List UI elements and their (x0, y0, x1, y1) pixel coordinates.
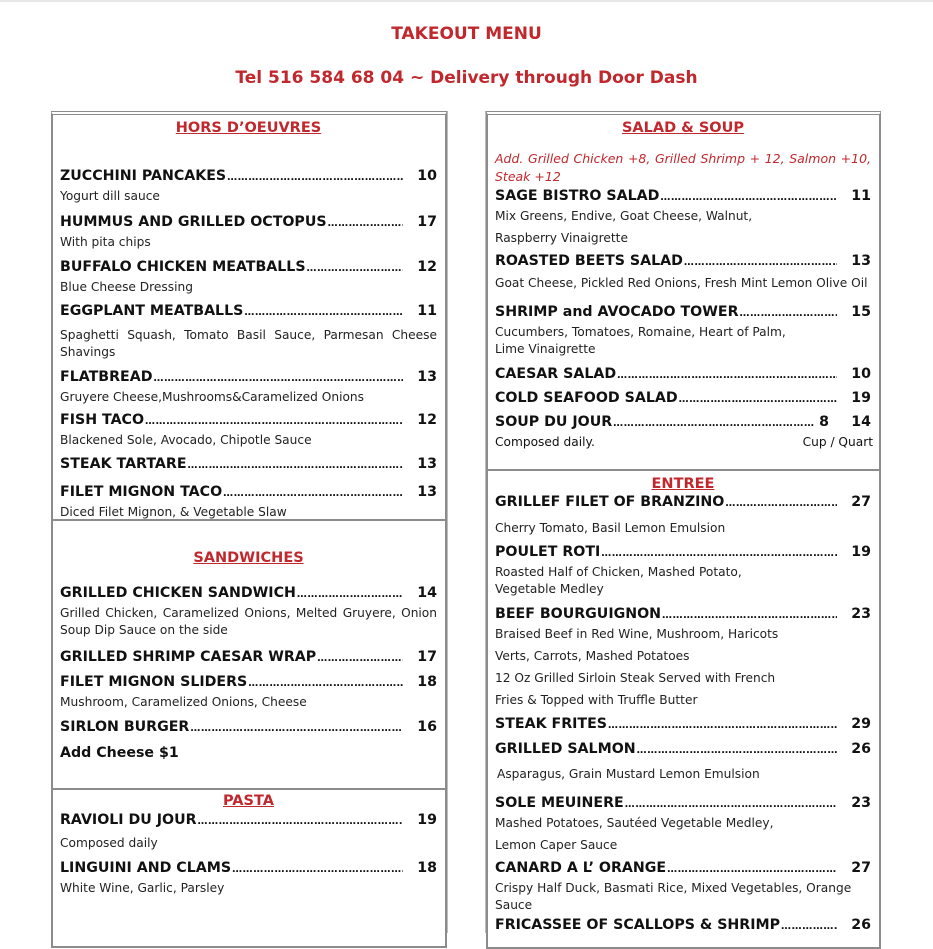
item-price: 27 (851, 860, 871, 876)
item-desc: Mix Greens, Endive, Goat Cheese, Walnut, (495, 209, 753, 223)
menu-item (60, 647, 437, 669)
cup-quart-label: Cup / Quart (802, 435, 873, 449)
item-desc: Composed daily (60, 836, 158, 850)
item-name: BUFFALO CHICKEN MEATBALLS (60, 259, 306, 275)
menu-item (60, 301, 437, 361)
item-name: GRILLED SHRIMP CAESAR WRAP (60, 649, 317, 665)
item-name: EGGPLANT MEATBALLS (60, 303, 244, 319)
section-title-salad: SALAD & SOUP (621, 120, 745, 136)
item-desc: Blackened Sole, Avocado, Chipotle Sauce (60, 433, 312, 447)
menu-item (495, 364, 871, 386)
item-desc: White Wine, Garlic, Parsley (60, 881, 225, 895)
menu-item (495, 186, 871, 247)
menu-item (495, 858, 871, 914)
hors-doeuvres-section (51, 111, 447, 521)
item-name: FLATBREAD (60, 369, 153, 385)
item-price: 14 (417, 585, 437, 601)
item-price: 29 (851, 716, 871, 732)
quart-price: 14 (851, 414, 871, 430)
menu-item (495, 915, 871, 937)
item-price: 13 (851, 253, 871, 269)
item-name: STEAK FRITES (495, 716, 607, 732)
item-price: 16 (417, 719, 437, 735)
menu-item (495, 793, 871, 854)
item-price: 13 (417, 484, 437, 500)
item-price: 12 (417, 259, 437, 275)
item-desc: Cherry Tomato, Basil Lemon Emulsion (495, 521, 726, 535)
page-top-rule (0, 0, 933, 2)
item-name: FRICASSEE OF SCALLOPS & SHRIMP (495, 917, 781, 933)
add-cheese-note: Add Cheese $1 (60, 745, 179, 761)
item-name: GRILLED CHICKEN SANDWICH (60, 585, 296, 601)
item-price: 12 (417, 412, 437, 428)
item-price: 15 (851, 304, 871, 320)
menu-item (495, 388, 871, 410)
menu-item (495, 542, 871, 598)
item-price: 19 (851, 390, 871, 406)
item-desc: Verts, Carrots, Mashed Potatoes (495, 649, 690, 663)
item-desc: Crispy Half Duck, Basmati Rice, Mixed Vegetables, Orange Sauce (495, 881, 852, 912)
item-name: GRILLED SALMON (495, 741, 636, 757)
item-price: 26 (851, 741, 871, 757)
item-price: 10 (851, 366, 871, 382)
menu-item (60, 410, 437, 449)
salad-soup-section (486, 111, 881, 471)
menu-item (495, 604, 871, 665)
item-price: 17 (417, 649, 437, 665)
menu-item (60, 810, 437, 852)
item-desc: Composed daily. (495, 435, 595, 449)
item-price: 26 (851, 917, 871, 933)
item-name: ROASTED BEETS SALAD (495, 253, 683, 269)
menu-item (60, 583, 437, 639)
item-price: 11 (417, 303, 437, 319)
menu-item (60, 454, 437, 476)
item-price: 18 (417, 860, 437, 876)
item-desc: Raspberry Vinaigrette (495, 231, 628, 245)
item-name: CAESAR SALAD (495, 366, 617, 382)
item-desc: Yogurt dill sauce (60, 189, 160, 203)
item-desc: Lemon Caper Sauce (495, 838, 618, 852)
item-name: GRILLEF FILET OF BRANZINO (495, 494, 725, 510)
menu-item (60, 212, 437, 251)
item-price: 19 (417, 812, 437, 828)
menu-item (60, 717, 437, 739)
addon-note: Add. Grilled Chicken +8, Grilled Shrimp + 12, Salmon +10, Steak +12 (495, 151, 871, 184)
item-name: LINGUINI AND CLAMS (60, 860, 232, 876)
item-desc: Roasted Half of Chicken, Mashed Potato, Vegetable Medley (495, 565, 742, 596)
item-name: CANARD A L’ ORANGE (495, 860, 667, 876)
item-desc: Diced Filet Mignon, & Vegetable Slaw (60, 505, 287, 519)
menu-item (495, 251, 871, 292)
section-title-hors: HORS D’OEUVRES (175, 120, 322, 136)
menu-item (60, 672, 437, 711)
item-name: POULET ROTI (495, 544, 601, 560)
item-name: RAVIOLI DU JOUR (60, 812, 197, 828)
item-price: 23 (851, 795, 871, 811)
item-desc: Gruyere Cheese,Mushrooms&Caramelized Onions (60, 390, 364, 404)
menu-item (495, 492, 871, 537)
menu-item (60, 257, 437, 296)
section-title-sandwiches: SANDWICHES (193, 550, 304, 566)
item-desc: Asparagus, Grain Mustard Lemon Emulsion (497, 767, 760, 781)
item-name: HUMMUS AND GRILLED OCTOPUS (60, 214, 327, 230)
menu-item (495, 739, 871, 783)
item-desc: Spaghetti Squash, Tomato Basil Sauce, Parmesan Cheese Shavings (60, 328, 437, 359)
section-title-pasta: PASTA (223, 793, 274, 809)
sandwiches-section (51, 519, 447, 790)
item-name: ZUCCHINI PANCAKES (60, 168, 227, 184)
pasta-section (51, 788, 447, 948)
item-desc: Mashed Potatoes, Sautéed Vegetable Medley, (495, 816, 774, 830)
menu-item (495, 714, 871, 736)
item-price: 10 (417, 168, 437, 184)
item-name: FISH TACO (60, 412, 145, 428)
item-desc: Grilled Chicken, Caramelized Onions, Melted Gruyere, Onion Soup Dip Sauce on the side (60, 606, 437, 637)
section-title-entree: ENTREE (651, 476, 715, 492)
menu-item (60, 367, 437, 406)
item-name: BEEF BOURGUIGNON (495, 606, 662, 622)
item-price: 18 (417, 674, 437, 690)
item-price: 27 (851, 494, 871, 510)
item-desc: Mushroom, Caramelized Onions, Cheese (60, 695, 307, 709)
menu-item (495, 302, 871, 358)
item-price: 11 (851, 188, 871, 204)
item-desc: Cucumbers, Tomatoes, Romaine, Heart of Palm, Lime Vinaigrette (495, 325, 786, 356)
item-price: 19 (851, 544, 871, 560)
item-desc: With pita chips (60, 235, 151, 249)
item-desc: Blue Cheese Dressing (60, 280, 193, 294)
contact-line: Tel 516 584 68 04 ~ Delivery through Door Dash (235, 68, 698, 88)
item-name: SHRIMP and AVOCADO TOWER (495, 304, 739, 320)
item-name: SIRLON BURGER (60, 719, 190, 735)
page-title: TAKEOUT MENU (391, 24, 542, 44)
item-desc: Braised Beef in Red Wine, Mushroom, Haricots (495, 627, 779, 641)
menu-item (60, 166, 437, 205)
menu-item (60, 858, 437, 897)
item-price: 13 (417, 456, 437, 472)
item-name: FILET MIGNON SLIDERS (60, 674, 248, 690)
entree-section (486, 469, 881, 949)
item-desc: Goat Cheese, Pickled Red Onions, Fresh Mint Lemon Olive Oil (495, 276, 868, 290)
item-name: SOUP DU JOUR (495, 414, 613, 430)
item-name: FILET MIGNON TACO (60, 484, 223, 500)
item-name: COLD SEAFOOD SALAD (495, 390, 678, 406)
item-price: 23 (851, 606, 871, 622)
menu-item (495, 412, 871, 451)
item-price: 17 (417, 214, 437, 230)
cup-price: 8 (819, 414, 829, 430)
item-name: SAGE BISTRO SALAD (495, 188, 660, 204)
item-price: 13 (417, 369, 437, 385)
item-name: STEAK TARTARE (60, 456, 187, 472)
menu-item (60, 482, 437, 521)
item-name: SOLE MEUINERE (495, 795, 624, 811)
steak-frites-desc: 12 Oz Grilled Sirloin Steak Served with French (495, 671, 776, 685)
steak-frites-desc: Fries & Topped with Truffle Butter (495, 693, 698, 707)
